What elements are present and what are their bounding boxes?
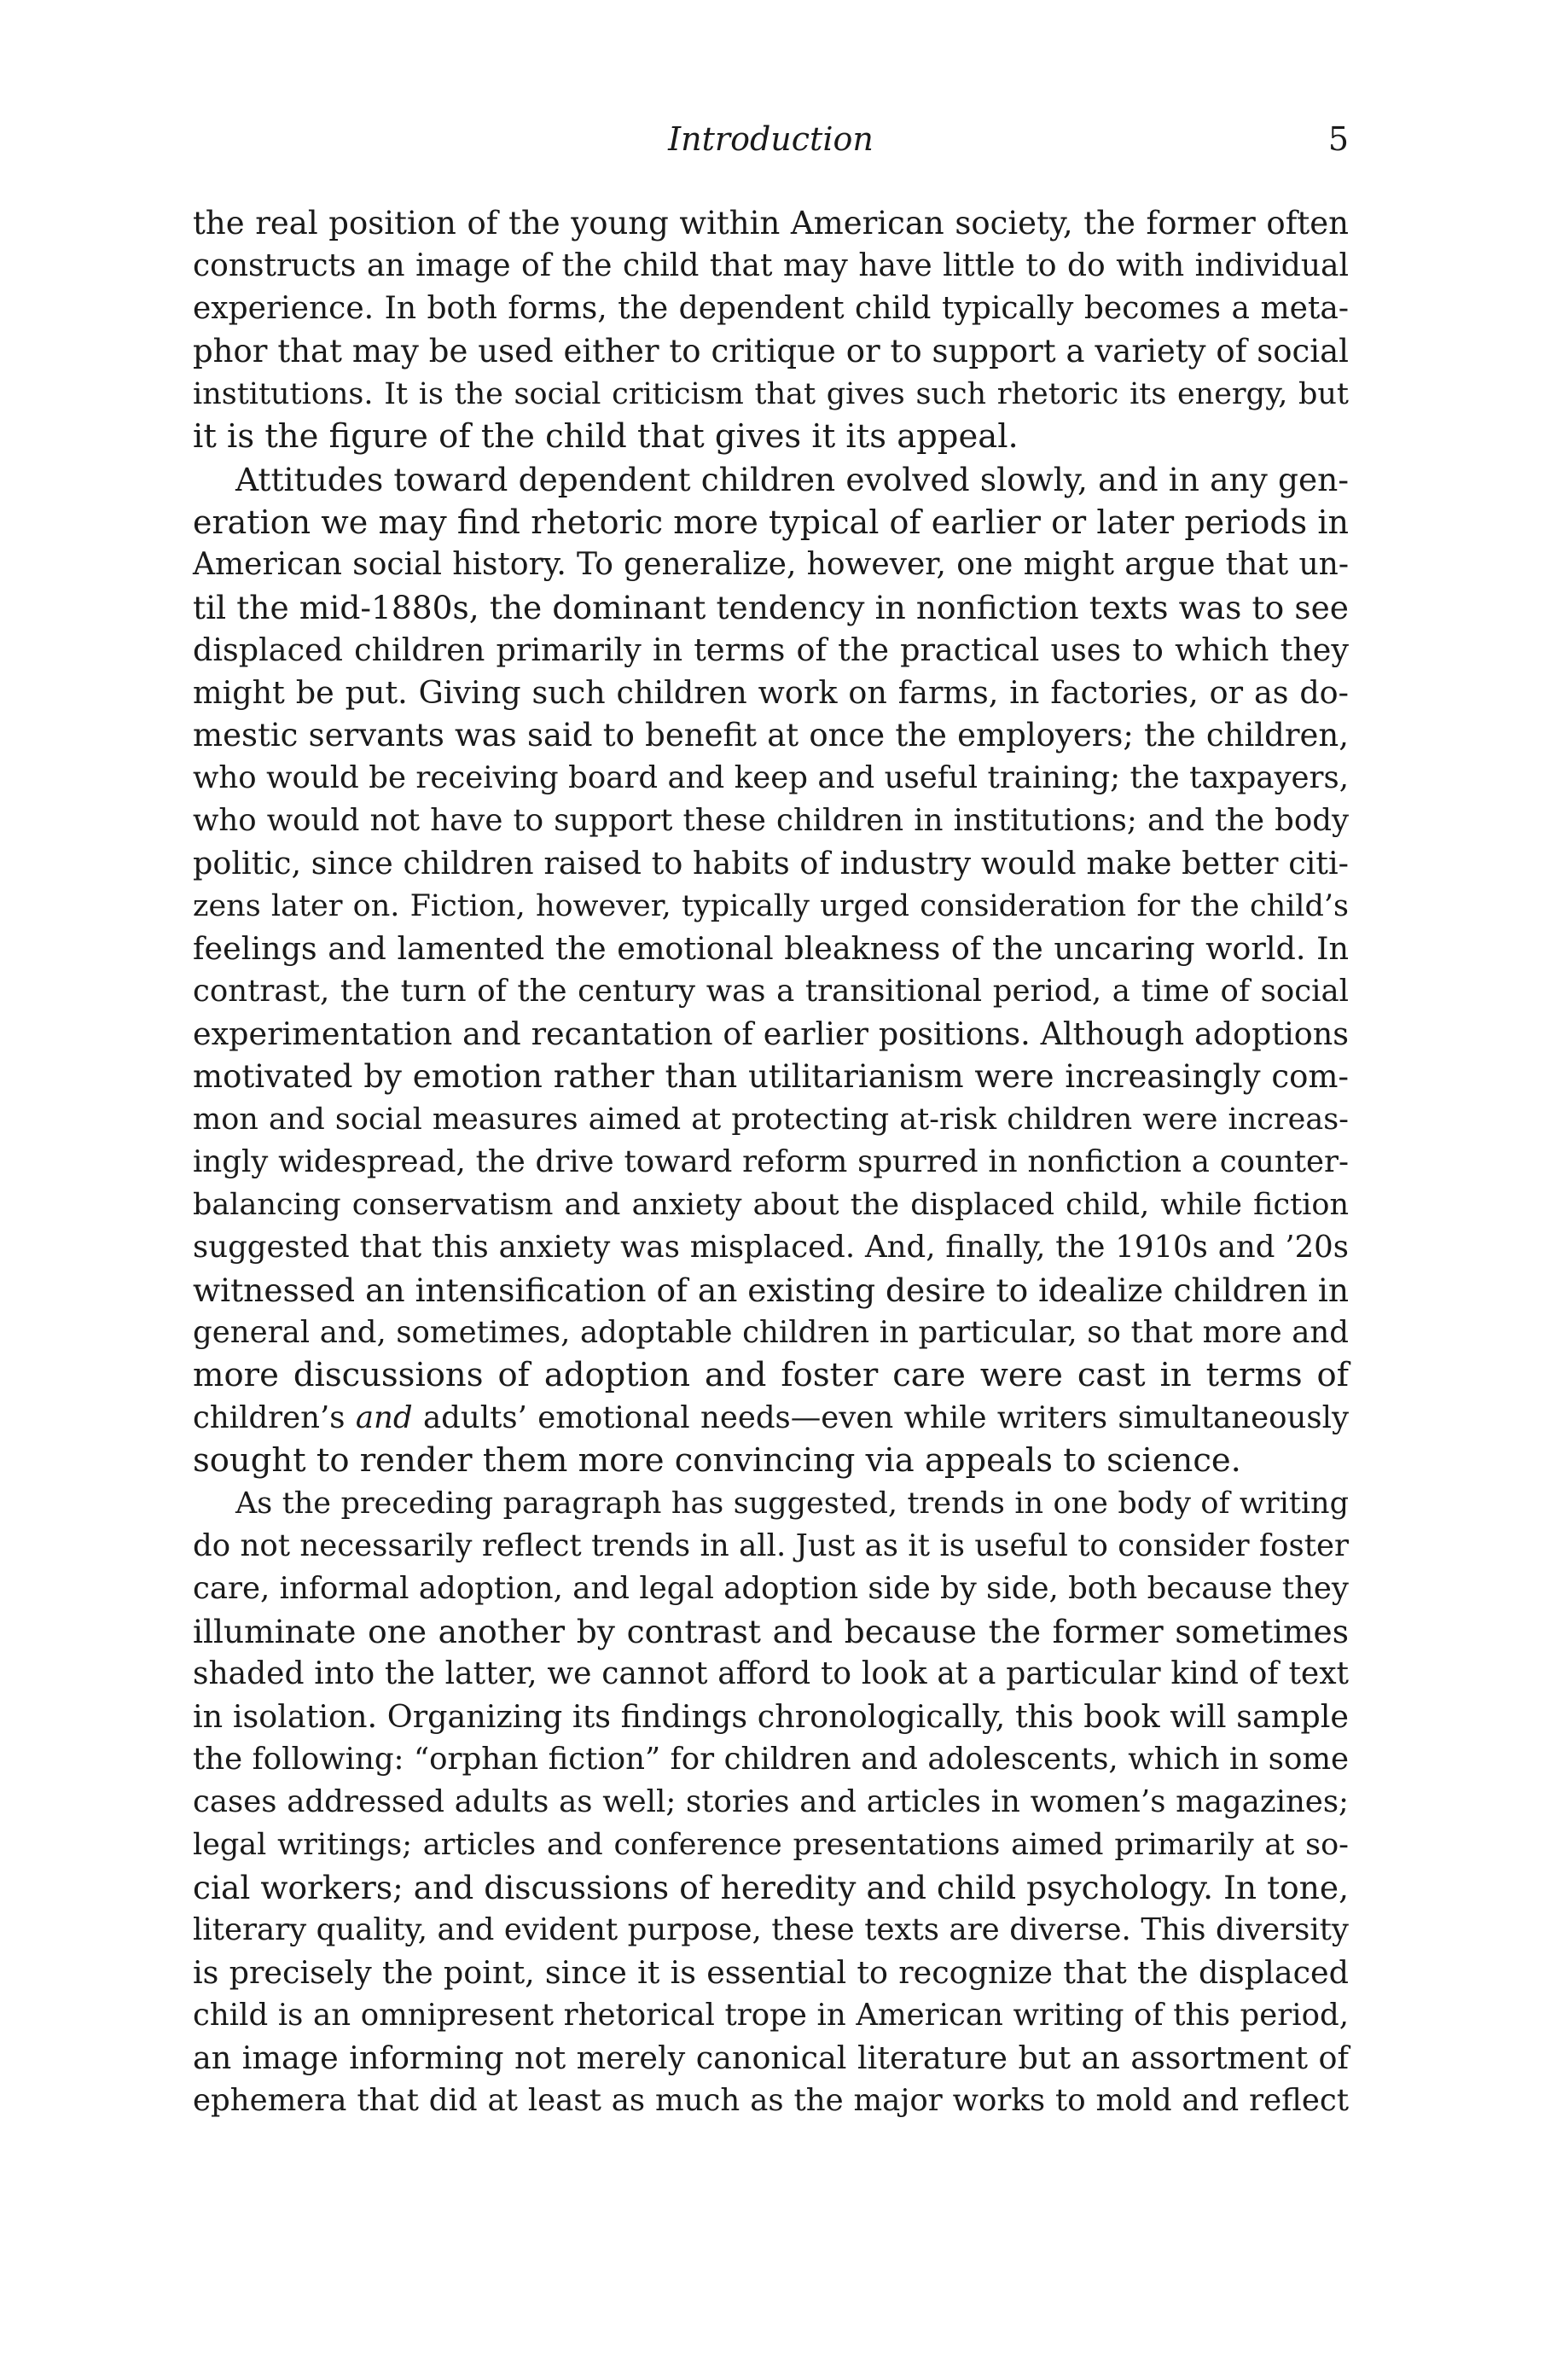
text-line: who would be receiving board and keep and useful training; the taxpayers, (193, 760, 1349, 795)
running-head (193, 118, 1349, 160)
emphasized-word: and (355, 1400, 413, 1435)
text-line: illuminate one another by contrast and because the former sometimes (193, 1613, 1349, 1650)
text-line: shaded into the latter, we cannot afford to look at a particular kind of text (193, 1656, 1349, 1691)
text-line: more discussions of adoption and foster care were cast in terms of (193, 1356, 1349, 1394)
text-line: the real position of the young within American society, the former often (193, 205, 1349, 241)
text-line: is precisely the point, since it is essential to recognize that the displaced (193, 1954, 1349, 1991)
text-line: contrast, the turn of the century was a transitional period, a time of social (193, 974, 1349, 1009)
text-line: As the preceding paragraph has suggested, trends in one body of writing (235, 1487, 1349, 1521)
text-line: who would not have to support these children in institutions; and the body (193, 803, 1349, 838)
text-line: do not necessarily reflect trends in all. Just as it is useful to consider foster (193, 1528, 1349, 1563)
text-line: cial workers; and discussions of heredity and child psychology. In tone, (193, 1869, 1349, 1906)
text-line: literary quality, and evident purpose, these texts are diverse. This diversity (193, 1912, 1349, 1947)
text-line: motivated by emotion rather than utilitarianism were increasingly com- (193, 1058, 1349, 1095)
line-segment: adults’ emotional needs—even while writers simultaneously (412, 1400, 1349, 1435)
text-line: mon and social measures aimed at protecting at-risk children were increas- (193, 1103, 1349, 1137)
text-line: experimentation and recantation of earlier positions. Although adoptions (193, 1015, 1349, 1052)
text-line: might be put. Giving such children work on farms, in factories, or as do- (193, 674, 1349, 711)
text-line: an image informing not merely canonical literature but an assortment of (193, 2039, 1349, 2076)
text-line: child is an omnipresent rhetorical trope in American writing of this period, (193, 1998, 1349, 2033)
text-line: the following: “orphan fiction” for children and adolescents, which in some (193, 1742, 1349, 1777)
text-line: it is the figure of the child that gives it its appeal. (193, 417, 1019, 456)
text-line: general and, sometimes, adoptable children in particular, so that more and (193, 1315, 1349, 1350)
text-line: in isolation. Organizing its findings chronologically, this book will sample (193, 1698, 1349, 1735)
text-line: zens later on. Fiction, however, typically urged consideration for the child’s (193, 889, 1349, 923)
text-line: balancing conservatism and anxiety about the displaced child, while fiction (193, 1188, 1349, 1222)
text-line: constructs an image of the child that may have little to do with individual (193, 248, 1349, 283)
text-line: til the mid-1880s, the dominant tendency in nonfiction texts was to see (193, 589, 1349, 626)
text-line-with-emphasis (193, 1397, 1349, 1440)
text-line: politic, since children raised to habits of industry would make better citi- (193, 845, 1349, 881)
text-line: institutions. It is the social criticism that gives such rhetoric its energy, but (193, 377, 1349, 411)
text-line: legal writings; articles and conference presentations aimed primarily at so- (193, 1828, 1349, 1862)
text-line: cases addressed adults as well; stories and articles in women’s magazines; (193, 1784, 1349, 1819)
text-line: displaced children primarily in terms of the practical uses to which they (193, 631, 1349, 668)
page-number: 5 (1327, 120, 1349, 158)
text-line: phor that may be used either to critique or to support a variety of social (193, 333, 1349, 369)
text-line: sought to render them more convincing via appeals to science. (193, 1441, 1241, 1480)
line-segment: children’s (193, 1400, 356, 1435)
text-line: ephemera that did at least as much as the major works to mold and reflect (193, 2083, 1349, 2118)
text-line: ingly widespread, the drive toward reform spurred in nonfiction a counter- (193, 1144, 1349, 1179)
text-line: American social history. To generalize, however, one might argue that un- (193, 547, 1349, 582)
text-line: experience. In both forms, the dependent child typically becomes a meta- (193, 291, 1349, 326)
running-title: Introduction (668, 120, 874, 158)
body-text (193, 202, 1349, 2122)
text-line: feelings and lamented the emotional bleakness of the uncaring world. In (193, 930, 1349, 967)
text-line: mestic servants was said to benefit at once the employers; the children, (193, 717, 1349, 753)
text-line: witnessed an intensification of an existing desire to idealize children in (193, 1271, 1349, 1309)
text-line: Attitudes toward dependent children evolved slowly, and in any gen- (235, 461, 1349, 498)
text-line: eration we may find rhetoric more typical of earlier or later periods in (193, 503, 1349, 541)
text-line: suggested that this anxiety was misplaced. And, finally, the 1910s and ’20s (193, 1230, 1349, 1265)
text-line: care, informal adoption, and legal adoption side by side, both because they (193, 1571, 1349, 1606)
